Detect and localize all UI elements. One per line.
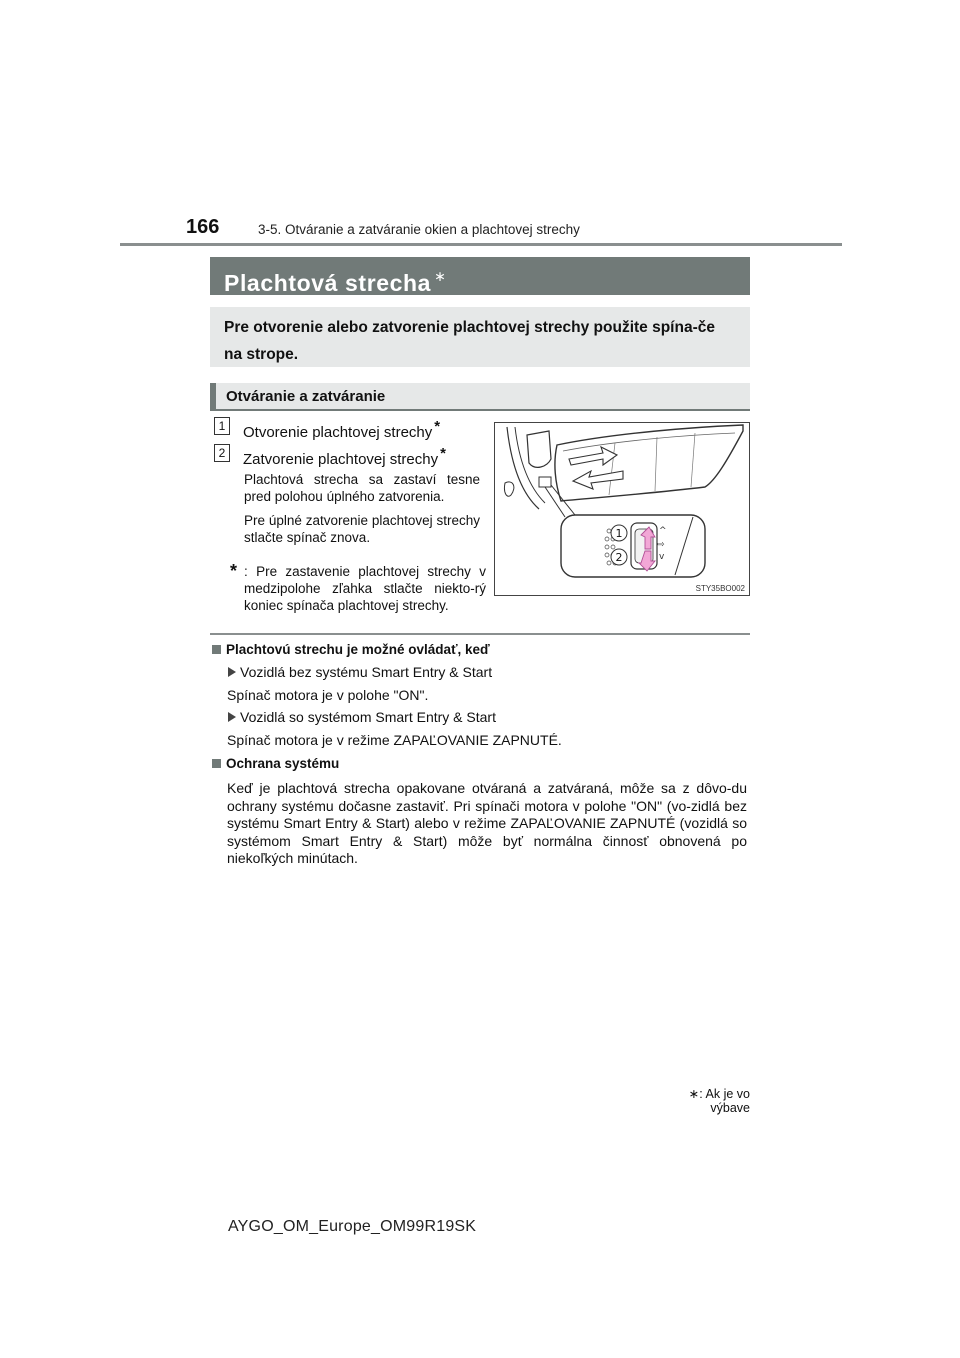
callout-2: 2 bbox=[615, 551, 623, 564]
illustration-code: STY35BO002 bbox=[695, 584, 745, 593]
condition-1-state: Spínač motora je v polohe "ON". bbox=[227, 687, 429, 703]
step-2-mark: * bbox=[440, 445, 446, 462]
square-bullet-icon bbox=[212, 759, 221, 768]
section-title-banner bbox=[210, 257, 750, 295]
condition-1-vehicle: Vozidlá bez systému Smart Entry & Start bbox=[228, 664, 492, 680]
triangle-bullet-icon bbox=[228, 712, 236, 722]
page-footnote: ∗: Ak je vo výbave bbox=[688, 1087, 750, 1115]
callout-1: 1 bbox=[615, 527, 623, 540]
condition-2-vehicle: Vozidlá so systémom Smart Entry & Start bbox=[228, 709, 496, 725]
intro-box: Pre otvorenie alebo zatvorenie plachtovej strechy použite spína-če na strope. bbox=[210, 307, 750, 367]
step-1-label: Otvorenie plachtovej strechy * bbox=[243, 418, 441, 441]
note-stop-before-closed: Plachtová strecha sa zastaví tesne pred polohou úplného zatvorenia. bbox=[244, 472, 480, 504]
document-code: AYGO_OM_Europe_OM99R19SK bbox=[228, 1218, 477, 1235]
protection-heading: Ochrana systému bbox=[212, 756, 339, 771]
chapter-title: 3-5. Otváranie a zatváranie okien a plachtovej strechy bbox=[258, 222, 580, 237]
footnote-intermediate-stop: : Pre zastavenie plachtovej strechy v medzipolohe zľahka stlačte niekto-rý koniec spínača plachtovej strechy. bbox=[244, 564, 486, 613]
page-number: 166 bbox=[186, 216, 220, 238]
protection-text: Keď je plachtová strecha opakovane otváraná a zatváraná, môže sa z dôvo-du ochrany systému dočasne zastaviť. Pri spínači motora v polohe "ON" (vo-zidlá bez systému Smart Entry & Start) alebo v režime ZAPAĽOVANIE ZAPNUTÉ (vozidlá so systémom Smart Entry & Start) môže byť normálna činnosť obnovená po niekoľkých minútach. bbox=[227, 780, 747, 867]
footnote-mark: * bbox=[230, 561, 238, 581]
svg-text:v: v bbox=[659, 552, 665, 562]
conditions-heading: Plachtovú strechu je možné ovládať, keď bbox=[212, 642, 490, 657]
section-title: Plachtová strecha bbox=[224, 270, 432, 296]
note-full-close: Pre úplné zatvorenie plachtovej strechy stlačte spínač znova. bbox=[244, 513, 480, 545]
svg-text:⇨: ⇨ bbox=[657, 540, 665, 550]
header-rule bbox=[120, 243, 842, 246]
condition-2-state: Spínač motora je v režime ZAPAĽOVANIE ZAPNUTÉ. bbox=[227, 732, 562, 748]
step-1-mark: * bbox=[434, 418, 441, 435]
step-1-badge: 1 bbox=[214, 417, 230, 435]
subsection-heading: Otváranie a zatváranie bbox=[210, 383, 750, 411]
step-2-badge: 2 bbox=[214, 444, 230, 462]
square-bullet-icon bbox=[212, 645, 221, 654]
roof-switch-drawing bbox=[495, 423, 749, 595]
optional-equipment-mark: ∗ bbox=[434, 268, 447, 284]
triangle-bullet-icon bbox=[228, 667, 236, 677]
roof-switch-illustration bbox=[494, 422, 750, 596]
svg-text:^: ^ bbox=[659, 526, 667, 536]
step-2-label: Zatvorenie plachtovej strechy * bbox=[243, 445, 446, 468]
optional-mark: ∗ bbox=[688, 1087, 700, 1101]
section-divider bbox=[210, 633, 750, 635]
